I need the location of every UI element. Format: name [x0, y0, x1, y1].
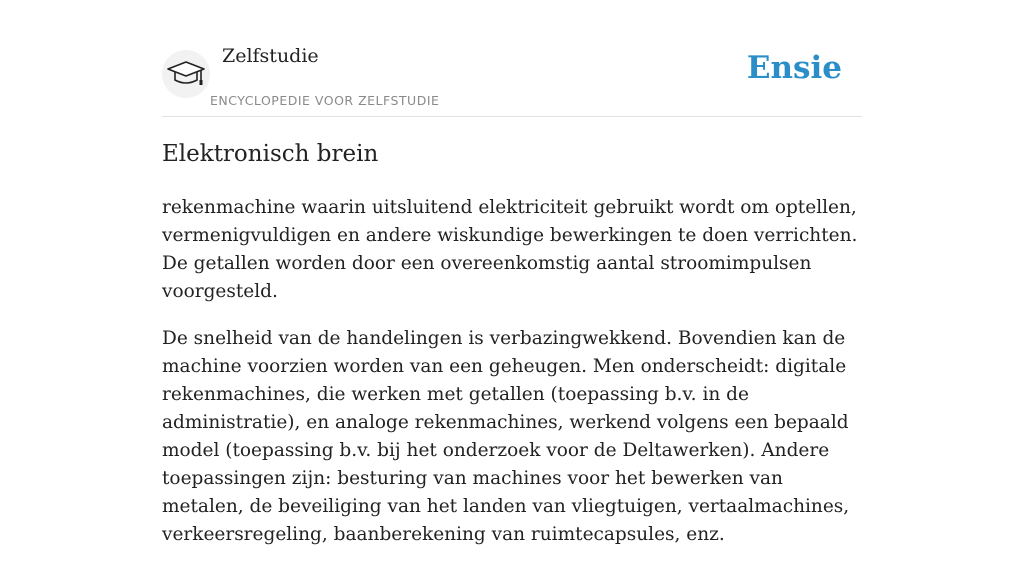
article-paragraph: rekenmachine waarin uitsluitend elektriciteit gebruikt wordt om optellen, vermenigvuldigen en andere wiskundige bewerkingen te doen verrichten. De getallen worden door een overeenkomstig aantal stroomimpulsen voorgesteld. [162, 197, 858, 302]
site-header [162, 40, 862, 117]
article-paragraph: De snelheid van de handelingen is verbazingwekkend. Bovendien kan de machine voorzien worden van een geheugen. Men onderscheidt: digitale rekenmachines, die werken met getallen (toepassing b.v. in de administratie), en analoge rekenmachines, werkend volgens een bepaald model (toepassing b.v. bij het onderzoek voor de Deltawerken). Andere toepassingen zijn: besturing van machines voor het bewerken van metalen, de beveiliging van het landen van vliegtuigen, vertaalmachines, verkeersregeling, baanberekening van ruimtecapsules, enz. [162, 328, 850, 545]
article [162, 138, 864, 568]
site-tagline: ENCYCLOPEDIE VOOR ZELFSTUDIE [210, 93, 440, 108]
brand-logo[interactable]: Ensie [746, 50, 842, 86]
article-title: Elektronisch brein [162, 141, 379, 167]
graduation-cap-icon [166, 58, 206, 90]
site-name[interactable]: Zelfstudie [222, 45, 319, 67]
site-logo[interactable] [162, 50, 210, 98]
